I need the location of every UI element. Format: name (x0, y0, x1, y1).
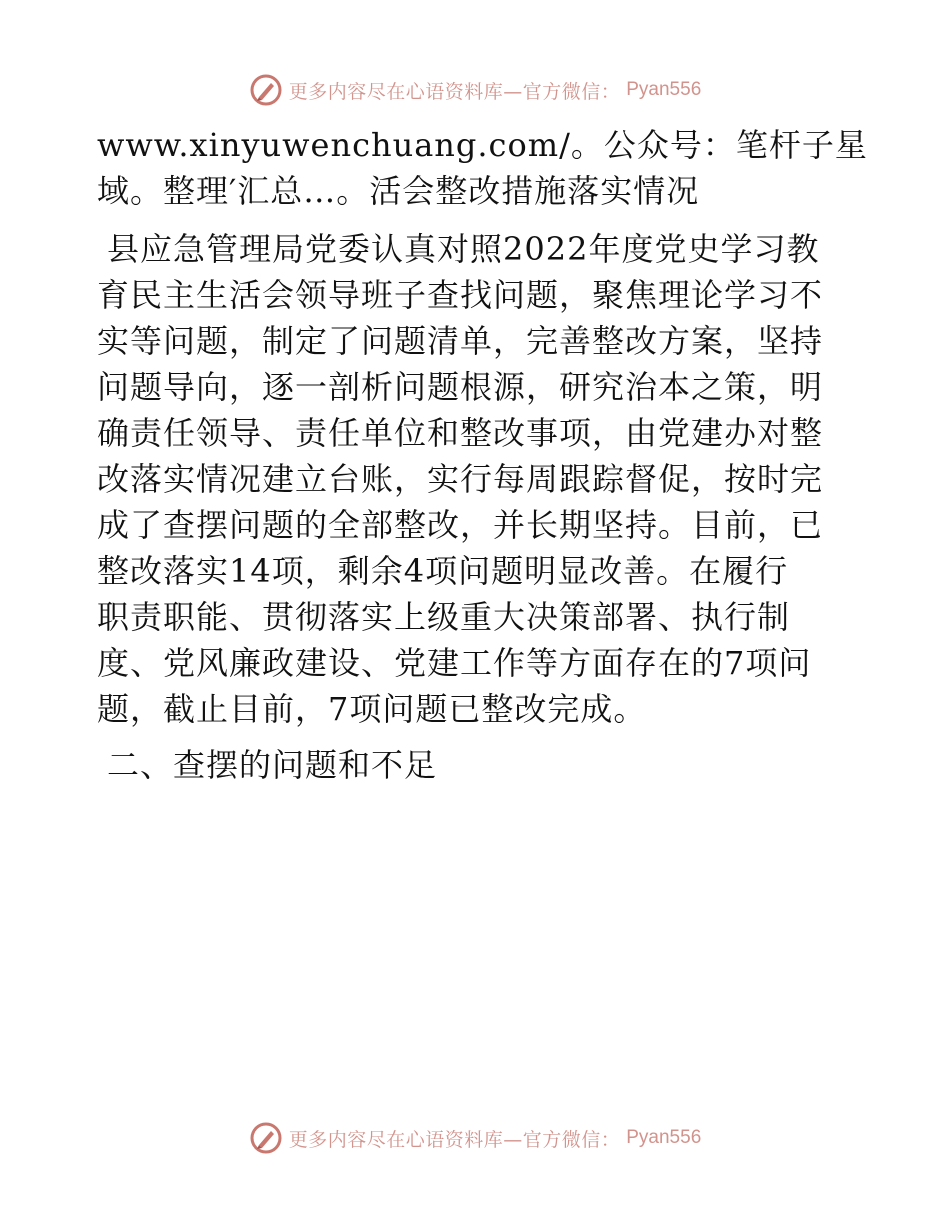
intro-line: 域。整理′汇总…。活会整改措施落实情况 (97, 172, 700, 210)
paragraph-line: 县应急管理局党委认真对照2022年度党史学习教 (107, 230, 820, 268)
watermark-text (289, 77, 621, 104)
section-heading: 二、查摆的问题和不足 (107, 746, 438, 784)
watermark-wechat-label: 官方微信： (522, 1128, 621, 1151)
watermark-site-name: 更多内容尽在心语资料库 (288, 1128, 504, 1151)
watermark-banner-top (0, 70, 950, 110)
intro-line: www.xinyuwenchuang.com/。公众号：笔杆子星 (97, 126, 868, 164)
paragraph-line: 育民主生活会领导班子查找问题，聚焦理论学习不 (97, 276, 824, 314)
watermark-banner-bottom (0, 1118, 950, 1158)
paragraph-line: 职责职能、贯彻落实上级重大决策部署、执行制 (97, 598, 791, 636)
watermark-site-name: 更多内容尽在心语资料库 (288, 80, 504, 103)
watermark-dash: — (503, 80, 523, 103)
watermark-text (289, 1125, 621, 1152)
paragraph-line: 问题导向，逐一剖析问题根源，研究治本之策，明 (97, 368, 824, 406)
paragraph-line: 度、党风廉政建设、党建工作等方面存在的7项问 (97, 644, 812, 682)
paragraph (97, 226, 857, 732)
watermark-dash: — (503, 1128, 523, 1151)
document-body (97, 122, 868, 788)
pen-circle-logo-icon (249, 73, 283, 107)
watermark-wechat-label: 官方微信： (522, 80, 621, 103)
paragraph-line: 实等问题，制定了问题清单，完善整改方案，坚持 (97, 322, 824, 360)
pen-circle-logo-icon (249, 1121, 283, 1155)
paragraph-line: 题，截止目前，7项问题已整改完成。 (97, 690, 647, 728)
paragraph-line: 成了查摆问题的全部整改，并长期坚持。目前，已 (97, 506, 824, 544)
paragraph-line: 整改落实14项，剩余4项问题明显改善。在履行 (97, 552, 789, 590)
watermark-wechat-id: Pyan556 (626, 1127, 702, 1148)
watermark-wechat-id: Pyan556 (626, 79, 702, 100)
paragraph-line: 改落实情况建立台账，实行每周跟踪督促，按时完 (97, 460, 824, 498)
paragraph-line: 确责任领导、责任单位和整改事项，由党建办对整 (97, 414, 824, 452)
